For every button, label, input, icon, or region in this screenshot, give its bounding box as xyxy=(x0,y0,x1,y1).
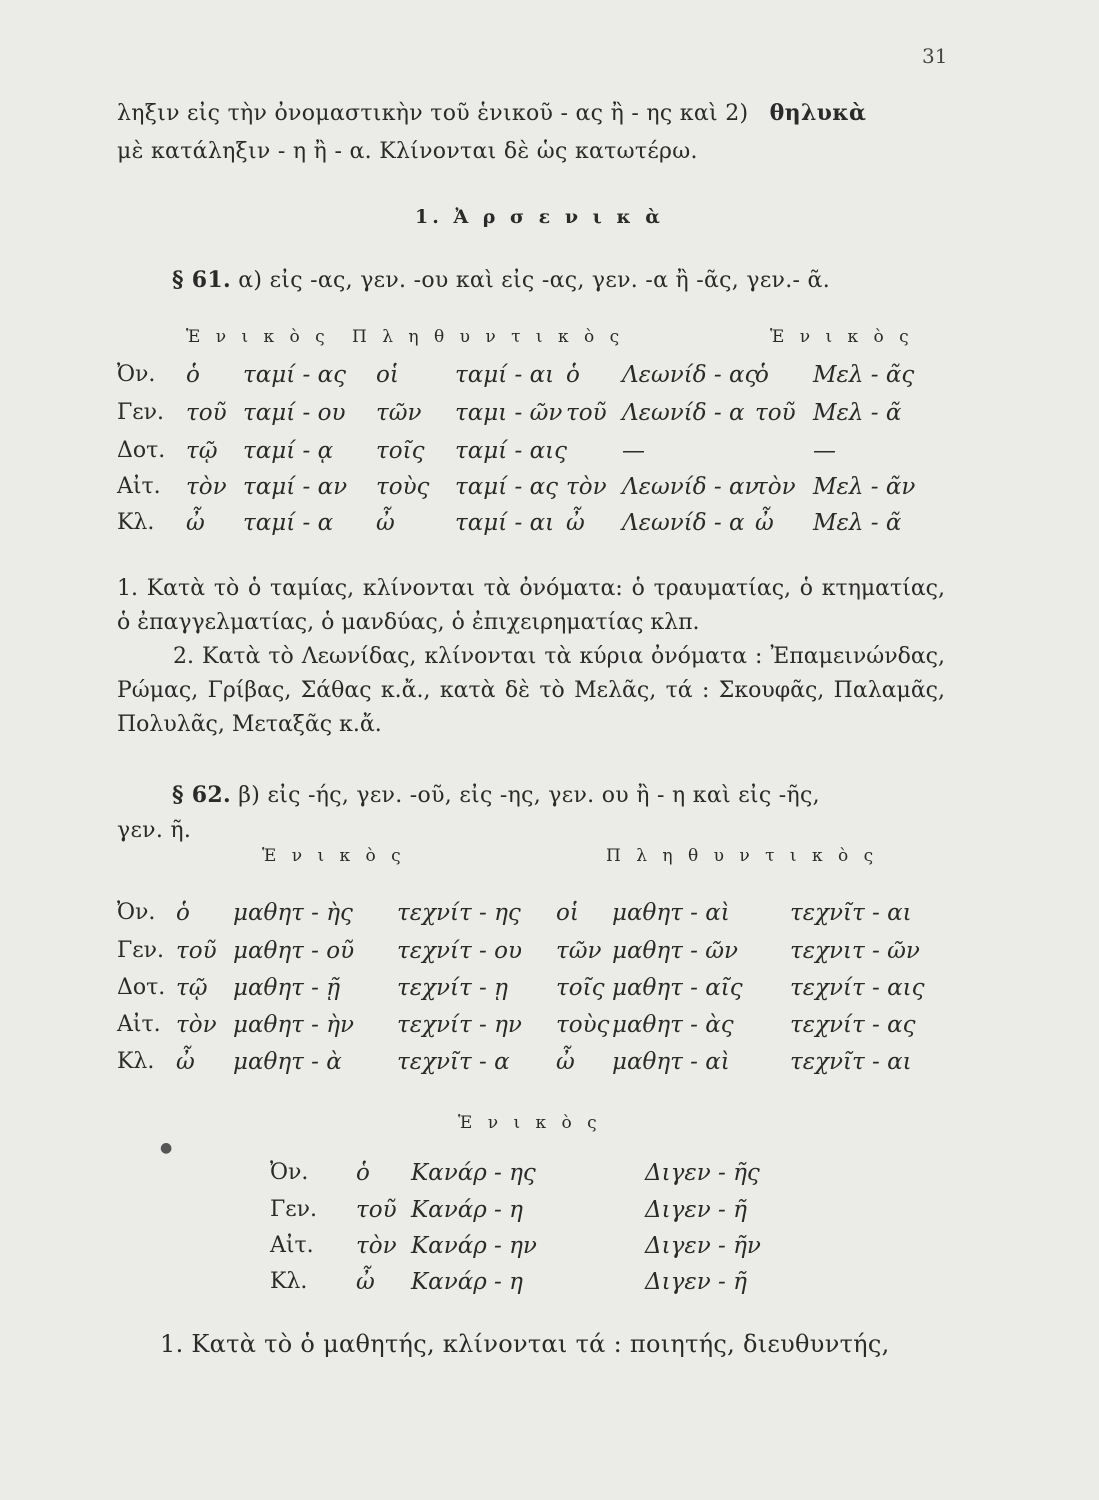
table2-r3-c4: τοὺς xyxy=(556,1012,610,1038)
table3-r2-c2: Κανάρ - ην xyxy=(411,1233,537,1259)
table3-r0-c1: ὁ xyxy=(356,1160,370,1186)
table1-r3-c5: τὸν xyxy=(566,474,607,500)
table1-r0-c8: Μελ - ᾶς xyxy=(813,362,915,388)
note-1: 1. Κατὰ τὸ ὁ ταμίας, κλίνονται τὰ ὀνόματα: ὁ τραυματίας, ὁ κτηματίας, ὁ ἐπαγγελματίας, ὁ μανδύας, ὁ ἐπιχειρηματίας κλπ. xyxy=(117,576,945,636)
table1-r0-c1: ὁ xyxy=(186,362,200,388)
table1-r3-c0: Αἰτ. xyxy=(117,474,161,499)
table2-r2-c2: μαθητ - ῇ xyxy=(233,975,341,1001)
page-number: 31 xyxy=(922,44,948,68)
section-62-line-2: γεν. ῆ. xyxy=(117,818,192,843)
table2-r4-c5: μαθητ - αὶ xyxy=(612,1049,730,1075)
note-2: 2. Κατὰ τὸ Λεωνίδας, κλίνονται τὰ κύρια ὀνόματα : Ἐπαμεινώνδας, Ρώμας, Γρίβας, Σάθας κ.ἄ., κατὰ δὲ τὸ Μελᾶς, τά : Σκουφᾶς, Παλαμᾶς, Πολυλᾶς, Μεταξᾶς κ.ἄ. xyxy=(117,644,945,738)
table1-r3-c3: τοὺς xyxy=(376,474,430,500)
table3-r2-c0: Αἰτ. xyxy=(270,1233,314,1258)
table2-r3-c1: τὸν xyxy=(176,1012,217,1038)
table3-r1-c3: Διγεν - ῆ xyxy=(645,1197,747,1223)
table1-r4-c2: ταμί - α xyxy=(243,510,334,536)
intro-line-1 xyxy=(117,100,866,126)
table1-r3-c4: ταμί - ας xyxy=(455,474,559,500)
table1-r4-c3: ὦ xyxy=(376,510,395,536)
table2-r4-c0: Κλ. xyxy=(117,1049,155,1074)
final-line: 1. Κατὰ τὸ ὁ μαθητής, κλίνονται τά : ποιητής, διευθυντής, xyxy=(160,1330,890,1358)
table1-r1-c2: ταμί - ου xyxy=(243,400,346,426)
table2-r1-c2: μαθητ - οῦ xyxy=(233,938,355,964)
table2-r0-c2: μαθητ - ὴς xyxy=(233,900,353,926)
table3-r0-c0: Ὀν. xyxy=(270,1160,309,1185)
table1-r3-c8: Μελ - ᾶν xyxy=(813,474,916,500)
table2-header-singular: Ἑ ν ι κ ὸ ς xyxy=(262,846,406,866)
section-61-number: § 61. xyxy=(172,267,231,293)
table2-r0-c6: τεχνῖτ - αι xyxy=(790,900,912,926)
table1-r3-c6: Λεωνίδ - αν xyxy=(622,474,759,500)
table2-r1-c3: τεχνίτ - ου xyxy=(397,938,522,964)
section-heading: 1. Ἀ ρ σ ε ν ι κ ὰ xyxy=(415,206,664,228)
table2-r3-c3: τεχνίτ - ην xyxy=(397,1012,522,1038)
intro-line-1-text: ληξιν εἰς τὴν ὀνομαστικὴν τοῦ ἑνικοῦ - ας ἢ - ης καὶ 2) xyxy=(117,101,749,126)
table1-r4-c1: ὦ xyxy=(186,510,205,536)
table2-r2-c5: μαθητ - αῖς xyxy=(612,975,743,1001)
table3-r3-c3: Διγεν - ῆ xyxy=(645,1269,747,1295)
table3-r0-c2: Κανάρ - ης xyxy=(411,1160,536,1186)
table1-header-singular-2: Ἑ ν ι κ ὸ ς xyxy=(770,327,914,347)
table2-r2-c1: τῷ xyxy=(176,975,208,1001)
table1-r2-c0: Δοτ. xyxy=(117,438,166,463)
table1-r0-c7: ὁ xyxy=(755,362,769,388)
table1-r1-c0: Γεν. xyxy=(117,400,165,425)
table3-r3-c2: Κανάρ - η xyxy=(411,1269,523,1295)
table2-r2-c0: Δοτ. xyxy=(117,975,166,1000)
table1-r4-c5: ὦ xyxy=(566,510,585,536)
table1-r0-c4: ταμί - αι xyxy=(455,362,555,388)
table1-r1-c4: ταμι - ῶν xyxy=(455,400,563,426)
section-62 xyxy=(172,782,820,808)
table2-r0-c1: ὁ xyxy=(176,900,190,926)
table2-r0-c3: τεχνίτ - ης xyxy=(397,900,521,926)
section-61-text: α) εἰς -ας, γεν. -ου καὶ εἰς -ας, γεν. -α ἢ -ᾶς, γεν.- ᾶ. xyxy=(238,268,830,293)
table2-r0-c4: οἱ xyxy=(556,900,579,926)
intro-line-2: μὲ κατάληξιν - η ἢ - α. Κλίνονται δὲ ὡς κατωτέρω. xyxy=(117,139,698,164)
table2-r3-c2: μαθητ - ὴν xyxy=(233,1012,354,1038)
section-61 xyxy=(172,267,830,293)
table1-r4-c0: Κλ. xyxy=(117,510,155,535)
table3-r1-c2: Κανάρ - η xyxy=(411,1197,523,1223)
table1-r0-c2: ταμί - ας xyxy=(243,362,347,388)
table2-r0-c0: Ὀν. xyxy=(117,900,156,925)
table1-r0-c6: Λεωνίδ - ας xyxy=(622,362,758,388)
table1-r1-c1: τοῦ xyxy=(186,400,227,426)
table2-r2-c4: τοῖς xyxy=(556,975,605,1001)
table1-r2-c1: τῷ xyxy=(186,438,218,464)
table2-r4-c2: μαθητ - ὰ xyxy=(233,1049,342,1075)
table1-r4-c6: Λεωνίδ - α xyxy=(622,510,745,536)
table1-r4-c7: ὦ xyxy=(755,510,774,536)
table2-r1-c0: Γεν. xyxy=(117,938,165,963)
table2-r3-c6: τεχνίτ - ας xyxy=(790,1012,916,1038)
table2-r1-c6: τεχνιτ - ῶν xyxy=(790,938,920,964)
table1-r1-c8: Μελ - ᾶ xyxy=(813,400,902,426)
intro-line-1-bold: θηλυκὰ xyxy=(769,100,867,126)
table1-r1-c5: τοῦ xyxy=(566,400,607,426)
table3-r1-c0: Γεν. xyxy=(270,1197,318,1222)
section-62-number: § 62. xyxy=(172,782,231,808)
table2-r0-c5: μαθητ - αὶ xyxy=(612,900,730,926)
table2-r4-c4: ὦ xyxy=(556,1049,575,1075)
section-62-text: β) εἰς -ής, γεν. -οῦ, εἰς -ης, γεν. ου ἢ - η καὶ εἰς -ῆς, xyxy=(238,783,820,808)
table1-r2-c6: — xyxy=(622,438,645,464)
table1-r3-c1: τὸν xyxy=(186,474,227,500)
table1-r2-c4: ταμί - αις xyxy=(455,438,568,464)
table3-r0-c3: Διγεν - ῆς xyxy=(645,1160,760,1186)
stray-mark: ● xyxy=(160,1140,173,1156)
table1-r4-c8: Μελ - ᾶ xyxy=(813,510,902,536)
table2-r1-c4: τῶν xyxy=(556,938,602,964)
table1-r2-c8: — xyxy=(813,438,836,464)
table2-r4-c3: τεχνῖτ - α xyxy=(397,1049,510,1075)
table1-r1-c3: τῶν xyxy=(376,400,422,426)
table1-r0-c0: Ὀν. xyxy=(117,362,156,387)
table3-r3-c0: Κλ. xyxy=(270,1269,308,1294)
table2-r4-c6: τεχνῖτ - αι xyxy=(790,1049,912,1075)
table1-r0-c5: ὁ xyxy=(566,362,580,388)
table2-r4-c1: ὦ xyxy=(176,1049,195,1075)
table2-r3-c0: Αἰτ. xyxy=(117,1012,161,1037)
table1-r4-c4: ταμί - αι xyxy=(455,510,555,536)
table2-header-plural: Π λ η θ υ ν τ ι κ ὸ ς xyxy=(606,846,879,866)
table3-r3-c1: ὦ xyxy=(356,1269,375,1295)
table3-header-singular: Ἑ ν ι κ ὸ ς xyxy=(458,1113,602,1133)
table1-header-singular: Ἑ ν ι κ ὸ ς xyxy=(186,327,330,347)
table3-r1-c1: τοῦ xyxy=(356,1197,397,1223)
table1-r3-c2: ταμί - αν xyxy=(243,474,348,500)
table1-r1-c7: τοῦ xyxy=(755,400,796,426)
table1-header-plural: Π λ η θ υ ν τ ι κ ὸ ς xyxy=(352,327,625,347)
table1-r2-c3: τοῖς xyxy=(376,438,425,464)
table1-r2-c2: ταμί - ᾳ xyxy=(243,438,334,464)
table1-r3-c7: τὸν xyxy=(755,474,796,500)
table2-r3-c5: μαθητ - ὰς xyxy=(612,1012,734,1038)
table1-r0-c3: οἱ xyxy=(376,362,399,388)
table2-r1-c5: μαθητ - ῶν xyxy=(612,938,738,964)
table1-r1-c6: Λεωνίδ - α xyxy=(622,400,745,426)
table3-r2-c3: Διγεν - ῆν xyxy=(645,1233,761,1259)
table2-r1-c1: τοῦ xyxy=(176,938,217,964)
table2-r2-c6: τεχνίτ - αις xyxy=(790,975,925,1001)
table3-r2-c1: τὸν xyxy=(356,1233,397,1259)
table2-r2-c3: τεχνίτ - ῃ xyxy=(397,975,508,1001)
